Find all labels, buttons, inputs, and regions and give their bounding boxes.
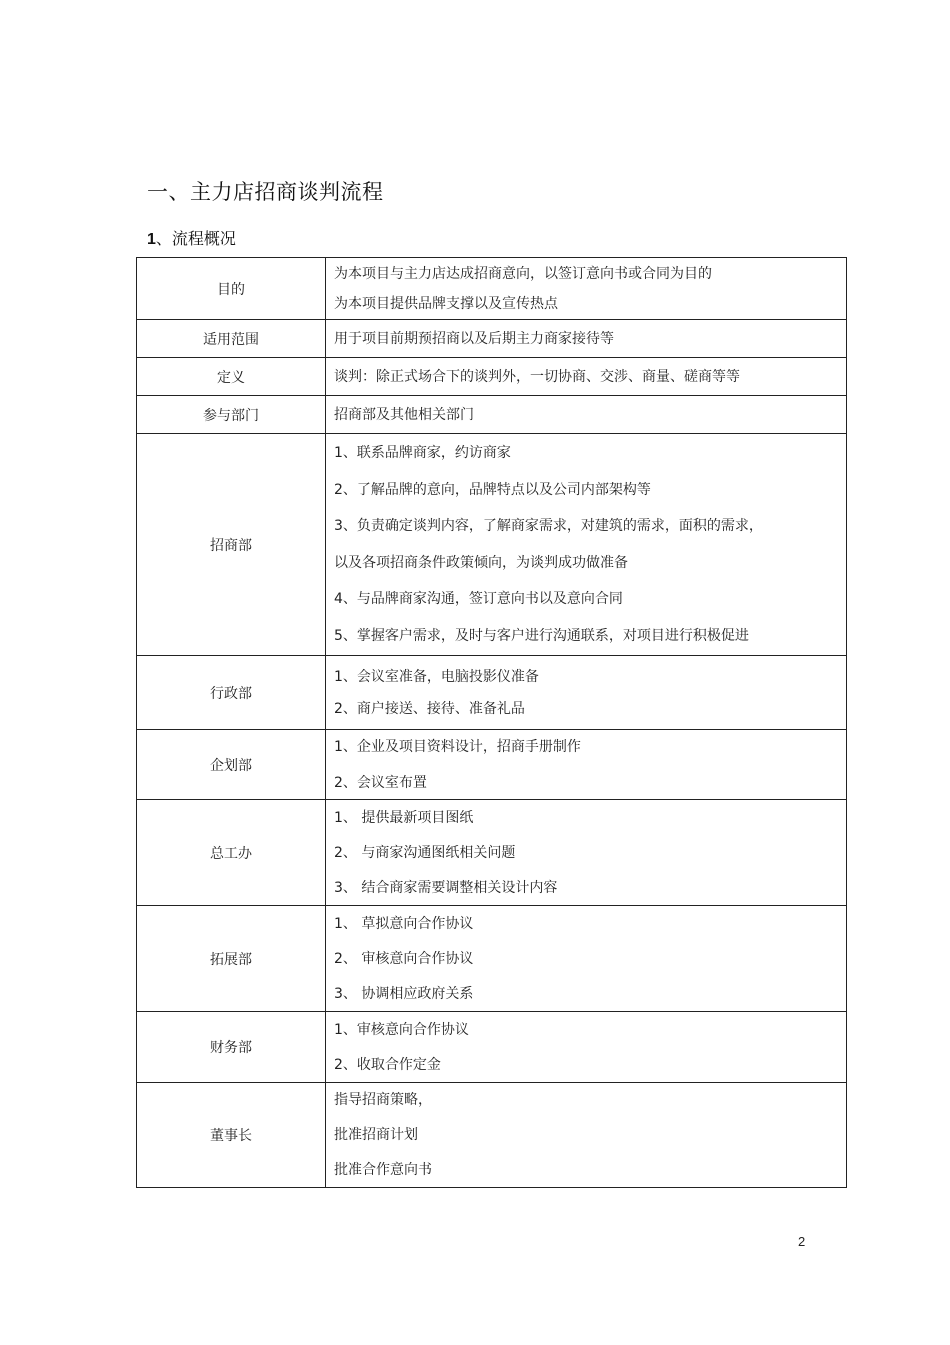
table-row-planning-dept [137, 730, 847, 800]
row-label: 拓展部 [137, 906, 326, 1012]
row-label: 总工办 [137, 800, 326, 906]
table-row-scope [137, 320, 847, 358]
content-line: 1、审核意向合作协议 [334, 1021, 469, 1038]
row-label: 董事长 [137, 1083, 326, 1188]
content-line: 2、 审核意向合作协议 [334, 950, 474, 967]
page-title: 一、主力店招商谈判流程 [147, 180, 384, 204]
row-content [326, 434, 847, 656]
content-line: 谈判：除正式场合下的谈判外，一切协商、交涉、商量、磋商等等 [334, 368, 740, 385]
content-line: 2、收取合作定金 [334, 1056, 441, 1073]
page-number: 2 [798, 1234, 806, 1249]
row-content [326, 258, 847, 320]
table-row-purpose [137, 258, 847, 320]
section-title-text: 、流程概况 [155, 229, 236, 248]
content-line: 1、 草拟意向合作协议 [334, 915, 474, 932]
content-line: 2、 与商家沟通图纸相关问题 [334, 844, 516, 861]
table-row-chief-engineer-office [137, 800, 847, 906]
row-content [326, 358, 847, 396]
row-label: 定义 [137, 358, 326, 396]
content-line: 为本项目与主力店达成招商意向，以签订意向书或合同为目的 [334, 265, 712, 282]
row-content [326, 656, 847, 730]
content-line: 为本项目提供品牌支撑以及宣传热点 [334, 295, 558, 312]
row-content [326, 1012, 847, 1083]
row-label: 目的 [137, 258, 326, 320]
process-overview-table [136, 257, 847, 1188]
content-line: 2、了解品牌的意向，品牌特点以及公司内部架构等 [334, 481, 651, 498]
content-line: 4、与品牌商家沟通，签订意向书以及意向合同 [334, 591, 623, 608]
row-label: 企划部 [137, 730, 326, 800]
row-content [326, 730, 847, 800]
content-line: 批准招商计划 [334, 1127, 418, 1143]
content-line: 批准合作意向书 [334, 1162, 432, 1178]
content-line: 1、企业及项目资料设计，招商手册制作 [334, 738, 581, 755]
content-line: 2、会议室布置 [334, 774, 427, 791]
row-content [326, 396, 847, 434]
row-content [326, 800, 847, 906]
content-line: 1、会议室准备，电脑投影仪准备 [334, 668, 539, 685]
content-line: 2、商户接送、接待、准备礼品 [334, 700, 525, 717]
row-label: 参与部门 [137, 396, 326, 434]
row-label: 财务部 [137, 1012, 326, 1083]
row-content [326, 1083, 847, 1188]
content-line: 用于项目前期预招商以及后期主力商家接待等 [334, 330, 614, 347]
content-line: 5、掌握客户需求，及时与客户进行沟通联系，对项目进行积极促进 [334, 627, 749, 644]
row-label: 行政部 [137, 656, 326, 730]
table-row-admin-dept [137, 656, 847, 730]
row-content [326, 906, 847, 1012]
row-label: 适用范围 [137, 320, 326, 358]
content-line: 指导招商策略， [334, 1092, 432, 1108]
table-row-finance-dept [137, 1012, 847, 1083]
row-label: 招商部 [137, 434, 326, 656]
section-title [147, 226, 236, 249]
section-number: 1 [147, 231, 156, 248]
table-row-departments [137, 396, 847, 434]
table-row-chairman [137, 1083, 847, 1188]
content-line: 1、 提供最新项目图纸 [334, 809, 474, 826]
content-line: 1、联系品牌商家，约访商家 [334, 445, 511, 462]
content-line: 招商部及其他相关部门 [334, 406, 474, 423]
content-line: 3、负责确定谈判内容，了解商家需求，对建筑的需求，面积的需求， [334, 518, 763, 535]
content-line: 以及各项招商条件政策倾向，为谈判成功做准备 [334, 554, 628, 571]
content-line: 3、 协调相应政府关系 [334, 985, 474, 1002]
table-row-definition [137, 358, 847, 396]
table-row-investment-dept [137, 434, 847, 656]
row-content [326, 320, 847, 358]
content-line: 3、 结合商家需要调整相关设计内容 [334, 879, 558, 896]
table-row-expansion-dept [137, 906, 847, 1012]
